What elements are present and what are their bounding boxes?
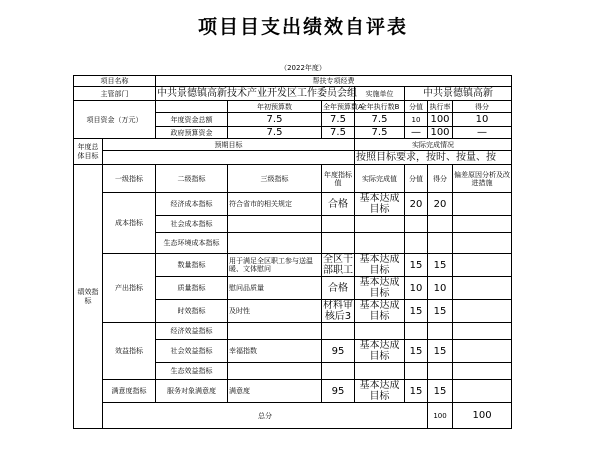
got-cell: 10 bbox=[428, 277, 453, 300]
goal-label: 年度总体目标 bbox=[74, 139, 103, 165]
perf-h6: 分值 bbox=[405, 165, 428, 193]
target-cell bbox=[322, 323, 355, 340]
perf-h1: 一级指标 bbox=[103, 165, 156, 193]
got-cell: 15 bbox=[428, 254, 453, 277]
actual-cell bbox=[355, 323, 405, 340]
actual-cell bbox=[355, 233, 405, 254]
goal-actual-value: 按照目标要求，按时、按量、按 bbox=[355, 151, 512, 165]
score-cell: 15 bbox=[405, 380, 428, 403]
l3-cell: 符合省市的相关规定 bbox=[228, 193, 322, 216]
actual-cell: 基本达成目标 bbox=[355, 193, 405, 216]
note-cell bbox=[453, 340, 512, 363]
fund-row-score: 10 bbox=[405, 113, 428, 127]
target-cell bbox=[322, 216, 355, 233]
score-cell: 15 bbox=[405, 340, 428, 363]
score-cell bbox=[405, 363, 428, 380]
target-cell bbox=[322, 300, 355, 323]
perf-h5: 实际完成值 bbox=[355, 165, 405, 193]
perf-h3: 三级指标 bbox=[228, 165, 322, 193]
l2-cell: 社会成本指标 bbox=[156, 216, 228, 233]
fund-row-full: 7.5 bbox=[322, 127, 355, 139]
l2-cell: 质量指标 bbox=[156, 277, 228, 300]
note-cell bbox=[453, 233, 512, 254]
goal-actual-head: 实际完成情况 bbox=[355, 139, 512, 151]
target-cell bbox=[322, 254, 355, 277]
perf-h7: 得分 bbox=[428, 165, 453, 193]
fund-row-got: — bbox=[453, 127, 512, 139]
got-cell bbox=[428, 363, 453, 380]
fund-row-full: 7.5 bbox=[322, 113, 355, 127]
fund-row-score: — bbox=[405, 127, 428, 139]
note-cell bbox=[453, 216, 512, 233]
total-score: 100 bbox=[428, 403, 453, 429]
fund-row-rate: 100 bbox=[428, 127, 453, 139]
got-cell: 20 bbox=[428, 193, 453, 216]
l1-satisfaction: 满意度指标 bbox=[103, 380, 156, 403]
score-cell: 20 bbox=[405, 193, 428, 216]
fund-row-name: 年度资金总额 bbox=[156, 113, 228, 127]
impl-value: 中共景德镇高新 bbox=[405, 87, 512, 101]
l2-cell: 社会效益指标 bbox=[156, 340, 228, 363]
got-cell: 15 bbox=[428, 300, 453, 323]
fund-row-budget: 7.5 bbox=[228, 127, 322, 139]
target-cell: 合格 bbox=[322, 193, 355, 216]
perf-label: 绩效指标 bbox=[74, 165, 103, 429]
total-got: 100 bbox=[453, 403, 512, 429]
project-name: 帮扶专项经费 bbox=[156, 76, 512, 87]
fund-row-exec: 7.5 bbox=[355, 127, 405, 139]
fund-row-budget: 7.5 bbox=[228, 113, 322, 127]
got-cell bbox=[428, 323, 453, 340]
perf-h4: 年度指标值 bbox=[322, 165, 355, 193]
l3-cell: 满意度 bbox=[228, 380, 322, 403]
target-cell: 95 bbox=[322, 380, 355, 403]
page-title: 项目目支出绩效自评表 bbox=[197, 16, 408, 38]
evaluation-table bbox=[73, 75, 512, 429]
got-cell: 15 bbox=[428, 380, 453, 403]
actual-cell bbox=[355, 363, 405, 380]
actual-cell: 基本达成目标 bbox=[355, 380, 405, 403]
target-cell bbox=[322, 233, 355, 254]
target-cell bbox=[322, 363, 355, 380]
funds-corner bbox=[156, 101, 228, 113]
got-cell bbox=[428, 233, 453, 254]
l2-cell: 时效指标 bbox=[156, 300, 228, 323]
l3-text: 用于满足全区职工参与送温暖、文体慰问 bbox=[229, 257, 313, 273]
perf-h8: 偏差原因分析及改进措施 bbox=[453, 165, 512, 193]
l1-benefit: 效益指标 bbox=[103, 323, 156, 380]
note-cell bbox=[453, 193, 512, 216]
l3-cell: 慰问品质量 bbox=[228, 277, 322, 300]
impl-label: 实施单位 bbox=[355, 87, 405, 101]
fund-row-name: 政府预算资金 bbox=[156, 127, 228, 139]
l3-cell: 及时性 bbox=[228, 300, 322, 323]
l2-cell: 服务对象满意度 bbox=[156, 380, 228, 403]
l2-cell: 生态环境成本指标 bbox=[156, 233, 228, 254]
fund-row-rate: 100 bbox=[428, 113, 453, 127]
actual-cell bbox=[355, 216, 405, 233]
score-cell: 15 bbox=[405, 300, 428, 323]
col-rate: 执行率 bbox=[429, 102, 451, 111]
col-got: 得分 bbox=[453, 101, 512, 113]
actual-cell: 基本达成目标 bbox=[355, 300, 405, 323]
perf-h2: 二级指标 bbox=[156, 165, 228, 193]
target-cell: 95 bbox=[322, 340, 355, 363]
target-cell: 合格 bbox=[322, 277, 355, 300]
target-text: 材料审核后3 bbox=[323, 300, 353, 322]
fund-row-got: 10 bbox=[453, 113, 512, 127]
got-cell: 15 bbox=[428, 340, 453, 363]
col-full: 全年预算数A bbox=[323, 102, 363, 111]
score-cell bbox=[405, 216, 428, 233]
note-cell bbox=[453, 300, 512, 323]
col-budget: 年初预算数 bbox=[228, 101, 322, 113]
goal-expected-value bbox=[103, 151, 355, 165]
score-cell: 15 bbox=[405, 254, 428, 277]
note-cell bbox=[453, 380, 512, 403]
note-cell bbox=[453, 323, 512, 340]
funds-label: 项目资金（万元） bbox=[74, 101, 156, 139]
project-name-label: 项目名称 bbox=[74, 76, 156, 87]
l1-output: 产出指标 bbox=[103, 254, 156, 323]
note-cell bbox=[453, 363, 512, 380]
dept-value: 中共景德镇高新技术产业开发区工作委员会组 bbox=[157, 88, 357, 99]
actual-cell: 基本达成目标 bbox=[355, 277, 405, 300]
goal-expected: 预期目标 bbox=[103, 139, 355, 151]
l3-cell bbox=[228, 233, 322, 254]
l3-cell: 幸福指数 bbox=[228, 340, 322, 363]
dept-label: 主管部门 bbox=[74, 87, 156, 101]
total-label: 总分 bbox=[103, 403, 428, 429]
l2-cell: 经济效益指标 bbox=[156, 323, 228, 340]
l3-cell bbox=[228, 216, 322, 233]
actual-cell: 基本达成目标 bbox=[355, 340, 405, 363]
col-exec: 全年执行数B bbox=[355, 101, 405, 113]
l3-cell bbox=[228, 363, 322, 380]
note-cell bbox=[453, 277, 512, 300]
score-cell: 10 bbox=[405, 277, 428, 300]
target-text: 全区干部职工 bbox=[323, 254, 353, 276]
score-cell bbox=[405, 323, 428, 340]
got-cell bbox=[428, 216, 453, 233]
col-score: 分值 bbox=[405, 101, 428, 113]
year-label: （2022年度） bbox=[280, 64, 326, 72]
l2-cell: 经济成本指标 bbox=[156, 193, 228, 216]
fund-row-exec: 7.5 bbox=[355, 113, 405, 127]
l2-cell: 数量指标 bbox=[156, 254, 228, 277]
l1-cost: 成本指标 bbox=[103, 193, 156, 254]
actual-cell: 基本达成目标 bbox=[355, 254, 405, 277]
l2-cell: 生态效益指标 bbox=[156, 363, 228, 380]
l3-cell bbox=[228, 323, 322, 340]
score-cell bbox=[405, 233, 428, 254]
l3-cell bbox=[228, 254, 322, 277]
note-cell bbox=[453, 254, 512, 277]
